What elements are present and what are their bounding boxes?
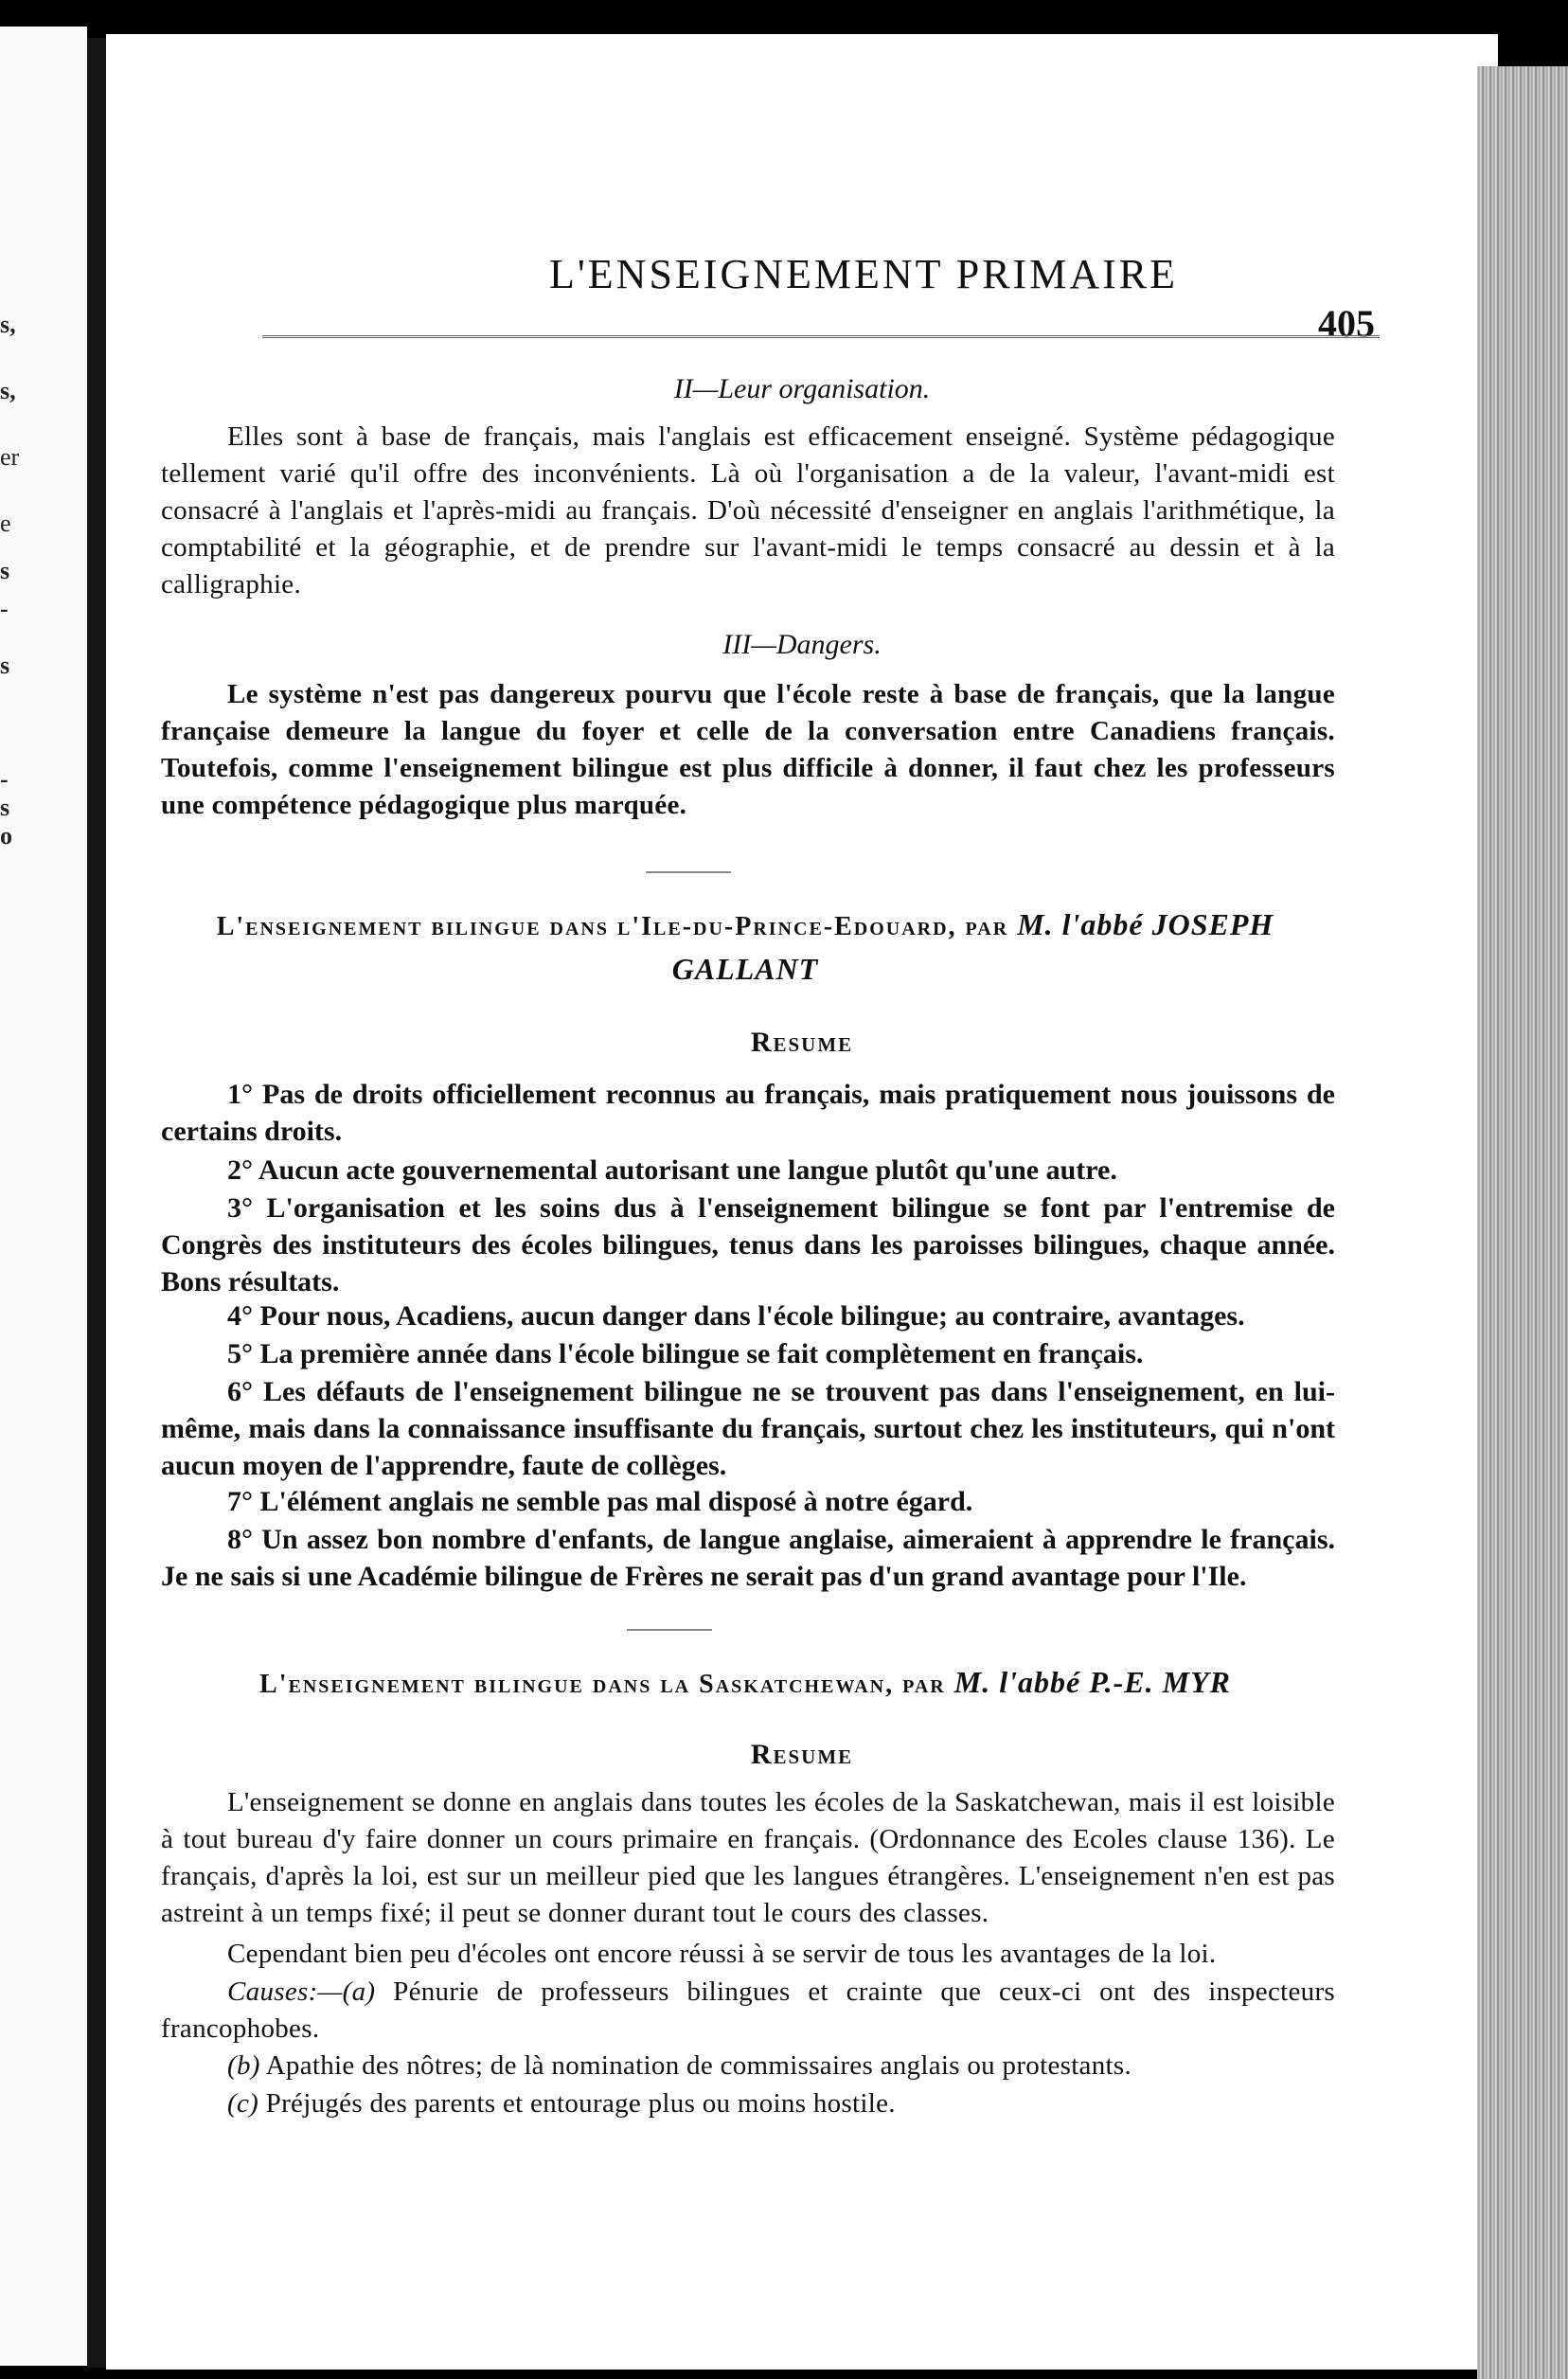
- book-page: [106, 34, 1498, 2370]
- section-heading-dangers: III—Dangers.: [722, 629, 882, 660]
- organisation-paragraph: Elles sont à base de français, mais l'anglais est efficacement enseigné. Système pédagogique tellement varié qu'il offre des inconvénients. Là où l'organisation a de la valeur, l'avant-midi est consacré à l'anglais et l'après-midi au français. D'où nécessité d'enseigner en anglais l'arithmétique, la comptabilité et la géographie, et de prendre sur l'avant-midi le temps consacré au dessin et à la calligraphie.: [161, 421, 1335, 599]
- sask-section-title: [172, 1661, 1318, 1706]
- dangers-paragraph: Le système n'est pas dangereux pourvu que l'école reste à base de français, que la langue française demeure la langue du foyer et celle de la conversation entre Canadiens français. Toutefois, comme l'enseignement bilingue est plus difficile à donner, il faut chez les professeurs une compétence pédagogique plus marquée.: [161, 679, 1335, 820]
- section-heading-organisation: II—Leur organisation.: [673, 373, 931, 404]
- left-page-fragment: er: [0, 443, 20, 471]
- sask-resume-label: Resume: [750, 1739, 854, 1770]
- cause-a-text: Pénurie de professeurs bilingues et crainte que ceux-ci ont des inspecteurs francophobes.: [161, 1977, 1336, 2044]
- pei-title-text: L'enseignement bilingue dans l'Ile-du-Prince-Edouard, par: [216, 912, 1009, 941]
- section-separator: [627, 1629, 712, 1631]
- left-facing-page: [0, 27, 87, 2366]
- section-separator: [646, 871, 731, 873]
- pei-item-1: 1° Pas de droits officiellement reconnus au français, mais pratiquement nous jouissons de certains droits.: [161, 1079, 1335, 1147]
- cause-b-label: (b): [227, 2050, 260, 2081]
- page-stack-edge: [1477, 66, 1568, 2379]
- pei-author: M. l'abbé JOSEPH GALLANT: [671, 907, 1274, 986]
- left-page-fragment: o: [0, 822, 12, 850]
- left-page-fragment: s: [0, 557, 10, 584]
- sask-cause-b: [161, 2048, 1335, 2084]
- cause-c-text: Préjugés des parents et entourage plus ou moins hostile.: [265, 2088, 896, 2119]
- pei-section-title: [172, 903, 1318, 993]
- sask-paragraph-2: Cependant bien peu d'écoles ont encore réussi à se servir de tous les avantages de la loi.: [227, 1939, 1217, 1969]
- left-page-fragment: s: [0, 794, 10, 821]
- causes-label: Causes:—(a): [227, 1977, 376, 2007]
- left-page-fragment: -: [0, 595, 9, 622]
- pei-item-3: 3° L'organisation et les soins dus à l'enseignement bilingue se font par l'entremise de Congrès des instituteurs des écoles bilingues, tenus dans les paroisses bilingues, chaque année. Bons résultats.: [161, 1192, 1335, 1297]
- pei-item-7: 7° L'élément anglais ne semble pas mal disposé à notre égard.: [227, 1486, 973, 1517]
- cause-c-label: (c): [227, 2088, 259, 2119]
- sask-cause-a: [161, 1974, 1335, 2048]
- left-page-fragment: -: [0, 765, 9, 793]
- page-number: 405: [1318, 302, 1375, 345]
- running-title: L'ENSEIGNEMENT PRIMAIRE: [549, 251, 1178, 297]
- left-page-fragment: e: [0, 510, 11, 537]
- pei-item-8: 8° Un assez bon nombre d'enfants, de langue anglaise, aimeraient à apprendre le français. Je ne sais si une Académie bilingue de Frères ne serait pas d'un grand avantage pour l'Ile.: [161, 1524, 1335, 1592]
- sask-author: M. l'abbé P.-E. MYR: [953, 1665, 1231, 1699]
- header-rule: [262, 335, 1380, 338]
- left-page-fragment: s: [0, 652, 10, 679]
- sask-paragraph-1: L'enseignement se donne en anglais dans toutes les écoles de la Saskatchewan, mais il est loisible à tout bureau d'y faire donner un cours primaire en français. (Ordonnance des Ecoles clause 136). Le français, d'après la loi, est sur un meilleur pied que les langues étrangères. L'enseignement n'en est pas astreint à un temps fixé; il peut se donner durant tout le cours des classes.: [161, 1787, 1335, 1928]
- pei-item-4: 4° Pour nous, Acadiens, aucun danger dans l'école bilingue; au contraire, avantages.: [227, 1300, 1245, 1332]
- cause-b-text: Apathie des nôtres; de là nomination de commissaires anglais ou protestants.: [265, 2050, 1132, 2081]
- pei-item-2: 2° Aucun acte gouvernemental autorisant une langue plutôt qu'une autre.: [227, 1154, 1117, 1186]
- sask-cause-c: [161, 2085, 1335, 2122]
- left-page-fragment: s,: [0, 377, 16, 404]
- sask-title-text: L'enseignement bilingue dans la Saskatchewan, par: [259, 1670, 946, 1699]
- book-gutter: [87, 38, 108, 2368]
- pei-resume-label: Resume: [750, 1027, 854, 1058]
- pei-item-6: 6° Les défauts de l'enseignement bilingue ne se trouvent pas dans l'enseignement, en lui-même, mais dans la connaissance insuffisante du français, surtout chez les instituteurs, qui n'ont aucun moyen de l'apprendre, faute de collèges.: [161, 1376, 1335, 1481]
- left-page-fragment: s,: [0, 311, 16, 338]
- pei-item-5: 5° La première année dans l'école bilingue se fait complètement en français.: [227, 1338, 1144, 1369]
